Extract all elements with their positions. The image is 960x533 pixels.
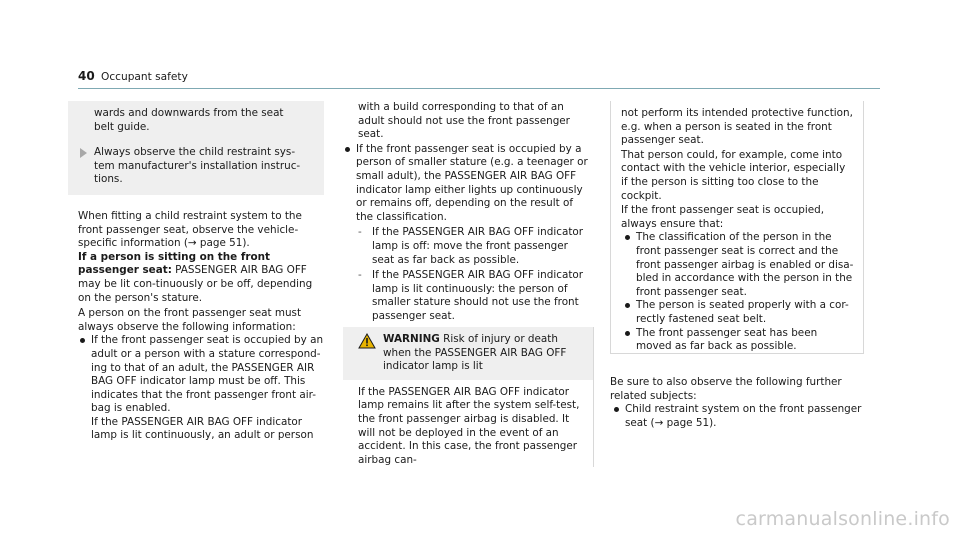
bullet-dot-icon	[625, 303, 630, 308]
further-subjects-paragraph: Be sure to also observe the following further related subjects:	[610, 376, 842, 402]
instruction-text: Always observe the child restraint sys-tem manufacturer's installation instruc-tions.	[94, 146, 301, 186]
warning-title-text: Risk of injury or death when the PASSENGER AIR BAG OFF indicator lamp is lit	[383, 333, 567, 373]
subheading-text: PASSENGER AIR BAG OFF may be lit con-tinuously or be off, depending on the person's stature.	[78, 264, 313, 304]
continued-text: with a build corresponding to that of an adult should not use the front passenger seat.	[358, 101, 570, 141]
intro-paragraph	[78, 210, 324, 251]
box-paragraph-3: If the front passenger seat is occupied, always ensure that:	[621, 204, 825, 230]
watermark: carmanualsonline.info	[735, 508, 950, 531]
subheading: If a person is sitting on the front passenger seat:	[78, 250, 270, 277]
box-text-line1: wards and downwards from the seat	[94, 107, 284, 119]
list-item-text	[625, 403, 864, 430]
section-title: Occupant safety	[101, 71, 188, 83]
list-item	[78, 334, 324, 443]
bullet-dot-icon	[614, 407, 619, 412]
box-paragraph-1: not perform its intended protective function, e.g. when a person is seated in the front passenger seat.	[621, 107, 853, 147]
arrow-bullet-icon	[80, 148, 87, 158]
list-item	[623, 299, 855, 326]
dash-marker: -	[358, 269, 362, 282]
sub-list-item	[356, 269, 593, 323]
continuation-box	[68, 101, 324, 195]
person-paragraph	[78, 251, 324, 305]
warning-body: If the PASSENGER AIR BAG OFF indicator lamp remains lit after the system self-test, the front passenger airbag is disabled. It will not be deployed in the event of an accident. In this case, the front passenger airbag can-	[358, 385, 580, 466]
bullet-dot-icon	[345, 147, 350, 152]
list-item	[623, 231, 855, 299]
header-rule	[78, 88, 880, 89]
warning-title	[383, 333, 585, 374]
list-item	[623, 327, 855, 354]
sub-list-item-text: If the PASSENGER AIR BAG OFF indicator lamp is lit continuously: the person of smaller stature should not use the front passenger seat.	[372, 269, 584, 322]
warning-header	[343, 327, 593, 380]
list-item-text: If the front passenger seat is occupied by an adult or a person with a stature correspond-ing to that of an adult, the PASSENGER AIR BAG OFF indicator lamp must be off. This indicates that the front passenger front air-bag is enabled.	[91, 334, 324, 415]
list-item-continuation: If the PASSENGER AIR BAG OFF indicator lamp is lit continuously, an adult or person	[91, 415, 314, 442]
intro-text: When fitting a child restraint system to the front passenger seat, observe the vehicle-specific information (	[78, 209, 302, 250]
subject-text: Child restraint system on the front passenger seat (	[625, 403, 862, 429]
sub-list-item-text: If the PASSENGER AIR BAG OFF indicator lamp is off: move the front passenger seat as far back as possible.	[372, 226, 584, 266]
warning-continuation-box	[610, 101, 864, 354]
instruction-item	[68, 146, 314, 187]
column-2	[343, 101, 593, 466]
warning-triangle-icon	[358, 333, 376, 349]
list-item-text: The person is seated properly with a cor-rectly fastened seat belt.	[636, 299, 849, 325]
warning-label: WARNING	[383, 333, 440, 345]
box-text-line2: belt guide.	[94, 120, 150, 133]
bullet-dot-icon	[625, 235, 630, 240]
list-item-text: The classification of the person in the front passenger seat is correct and the front passenger airbag is enabled or disa-bled in accordance with the person in the front passenger seat.	[636, 231, 854, 298]
column-1	[68, 101, 324, 443]
bullet-dot-icon	[625, 331, 630, 336]
list-item	[343, 143, 593, 324]
box-paragraph-2: That person could, for example, come into contact with the vehicle interior, especially if the person is sitting too close to the cockpit.	[621, 148, 846, 202]
list-item-text: The front passenger seat has been moved as far back as possible.	[636, 326, 818, 353]
sub-list-item	[356, 226, 593, 267]
list-item	[612, 403, 864, 430]
page-number: 40	[78, 69, 95, 83]
page-reference: → page 51).	[187, 237, 250, 250]
page-reference: → page 51).	[654, 416, 717, 429]
list-item-text: If the front passenger seat is occupied by a person of smaller stature (e.g. a teenager or small adult), the PASSENGER AIR BAG OFF indicator lamp either lights up continuously or remains off, depending on the result of the classification.	[356, 142, 588, 223]
dash-marker: -	[358, 226, 362, 239]
observe-paragraph: A person on the front passenger seat must always observe the following information:	[78, 307, 302, 333]
column-3	[610, 101, 864, 430]
bullet-dot-icon	[80, 338, 85, 343]
warning-box	[343, 327, 594, 467]
